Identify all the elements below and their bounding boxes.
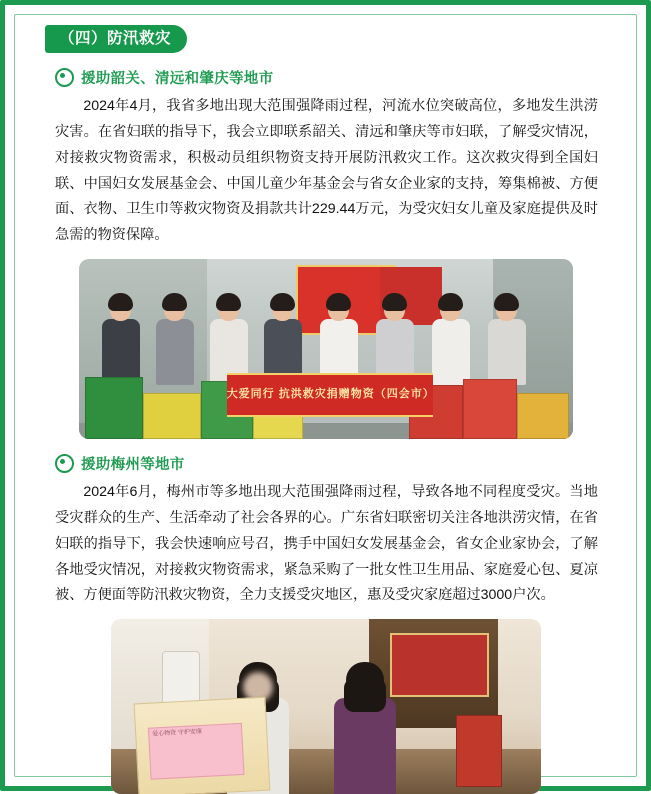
photo1-person <box>431 297 471 385</box>
photo1-person-hair <box>326 293 351 311</box>
section-title-container <box>45 25 624 53</box>
donation-ceremony-photo <box>79 259 573 439</box>
photo2-person-head <box>350 668 380 702</box>
photo1-person <box>209 297 249 385</box>
photo1-person <box>101 297 141 385</box>
ring-bullet-icon <box>55 454 74 473</box>
photo2-person-body <box>334 698 396 794</box>
photo1-person <box>319 297 359 385</box>
page-content <box>27 25 624 794</box>
photo2-red-notice-board <box>390 633 489 697</box>
photo1-person-hair <box>270 293 295 311</box>
photo1-person-hair <box>382 293 407 311</box>
photo1-box <box>143 393 201 439</box>
photo1-person <box>263 297 303 385</box>
photo1-box <box>85 377 143 439</box>
photo1-person-hair <box>438 293 463 311</box>
sub-heading-aid-meizhou <box>55 453 624 474</box>
photo1-box <box>463 379 517 439</box>
photo1-person-head <box>164 297 185 321</box>
photo1-person-hair <box>494 293 519 311</box>
photo1-person <box>487 297 527 385</box>
photo1-person-head <box>384 297 405 321</box>
photo1-person <box>155 297 195 385</box>
photo1-person-head <box>440 297 461 321</box>
photo1-person-hair <box>162 293 187 311</box>
photo1-banner-main: 大爱同行 抗洪救灾捐赠物资（四会市） <box>226 388 435 401</box>
photo1-person-head <box>272 297 293 321</box>
photo1-person-head <box>496 297 517 321</box>
sub-heading-label: 援助梅州等地市 <box>81 457 185 474</box>
photo-container-2 <box>27 619 624 794</box>
photo2-person-right <box>334 668 396 794</box>
section-title: （四）防汛救灾 <box>45 25 187 53</box>
photo1-banner-text <box>227 373 433 417</box>
sub-heading-label: 援助韶关、清远和肇庆等地市 <box>81 71 274 88</box>
photo1-person-head <box>218 297 239 321</box>
photo1-person-head <box>328 297 349 321</box>
photo1-person <box>375 297 415 385</box>
photo2-bag-label: 爱心物资 守护安康 <box>148 723 245 780</box>
photo1-person-hair <box>216 293 241 311</box>
paragraph-aid-shaoguan: 2024年4月，我省多地出现大范围强降雨过程，河流水位突破高位，多地发生洪涝灾害。在省妇联的指导下，我会立即联系韶关、清远和肇庆等市妇联，了解受灾情况，对接救灾物资需求，积极动员组织物资支持开展防汛救灾工作。这次救灾得到全国妇联、中国妇女发展基金会、中国儿童少年基金会与省女企业家的支持，筹集棉被、方便面、衣物、卫生巾等救灾物资及捐款共计229.44万元，为受灾妇女儿童及家庭提供及时急需的物资保障。 <box>55 98 598 244</box>
photo2-person-hair <box>346 662 384 688</box>
supplies-delivery-photo <box>111 619 541 794</box>
photo2-red-supply-box <box>456 715 502 787</box>
photo1-person-head <box>110 297 131 321</box>
ring-bullet-icon <box>55 68 74 87</box>
photo1-person-hair <box>108 293 133 311</box>
paragraph-aid-meizhou: 2024年6月，梅州市等多地出现大范围强降雨过程，导致各地不同程度受灾。当地受灾群众的生产、生活牵动了社会各界的心。广东省妇联密切关注各地洪涝灾情，在省妇联的指导下，我会快速响应号召，携手中国妇女发展基金会，省女企业家协会，了解各地受灾情况，对接救灾物资需求，紧急采购了一批女性卫生用品、家庭爱心包、夏凉被、方便面等防汛救灾物资，全力支援受灾地区，惠及受灾家庭超过3000户次。 <box>55 484 598 604</box>
photo-container-1 <box>27 259 624 439</box>
photo1-box <box>517 393 569 439</box>
sub-heading-aid-shaoguan <box>55 67 624 88</box>
photo2-supply-bag <box>134 697 271 794</box>
